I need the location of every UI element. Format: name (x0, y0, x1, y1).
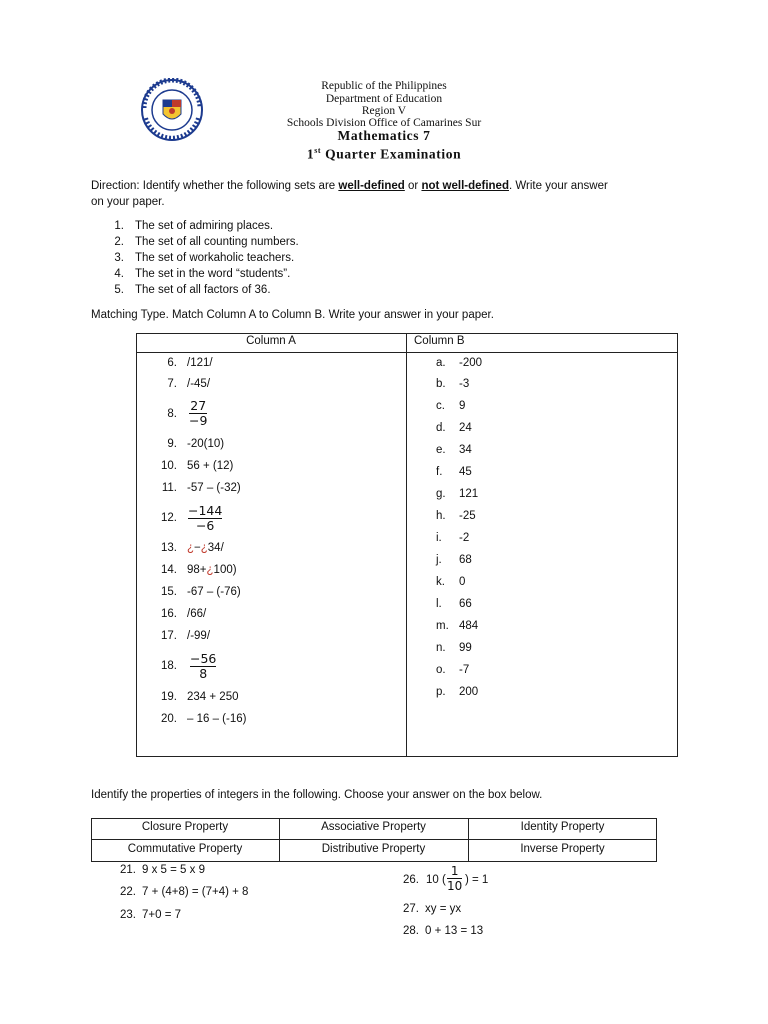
direction-text: Direction: Identify whether the following sets are well-defined or not well-defined. Write your answer (91, 180, 608, 192)
exam-quarter-title: 1st Quarter Examination (306, 146, 462, 162)
term-well-defined: well-defined (338, 180, 405, 192)
fraction: −56 8 (190, 651, 217, 681)
term-not-well-defined: not well-defined (421, 180, 509, 192)
choice-identity: Identity Property (520, 821, 605, 833)
choice-associative: Associative Property (321, 821, 426, 833)
column-b-header: Column B (414, 335, 465, 347)
header-republic: Republic of the Philippines (321, 80, 447, 92)
header-department: Department of Education (325, 93, 443, 105)
direction-text-line2: on your paper. (91, 196, 165, 208)
matching-table-divider (406, 333, 407, 757)
fraction: −144 −6 (188, 503, 223, 533)
fraction: 1 10 (447, 864, 463, 893)
fraction: 27 −9 (189, 398, 208, 428)
choice-commutative: Commutative Property (127, 843, 243, 855)
column-a-header: Column A (246, 335, 296, 347)
header-region: Region V (361, 105, 407, 117)
choice-inverse: Inverse Property (520, 843, 605, 855)
properties-box-row-rule (91, 839, 657, 840)
choice-distributive: Distributive Property (321, 843, 426, 855)
properties-instruction: Identify the properties of integers in the following. Choose your answer on the box below. (91, 789, 543, 801)
exam-subject-title: Mathematics 7 (337, 128, 431, 143)
header-division: Schools Division Office of Camarines Sur (286, 117, 482, 129)
choice-closure: Closure Property (141, 821, 229, 833)
matching-instruction: Matching Type. Match Column A to Column B. Write your answer in your paper. (91, 309, 494, 321)
matching-table-header-rule (136, 352, 678, 353)
